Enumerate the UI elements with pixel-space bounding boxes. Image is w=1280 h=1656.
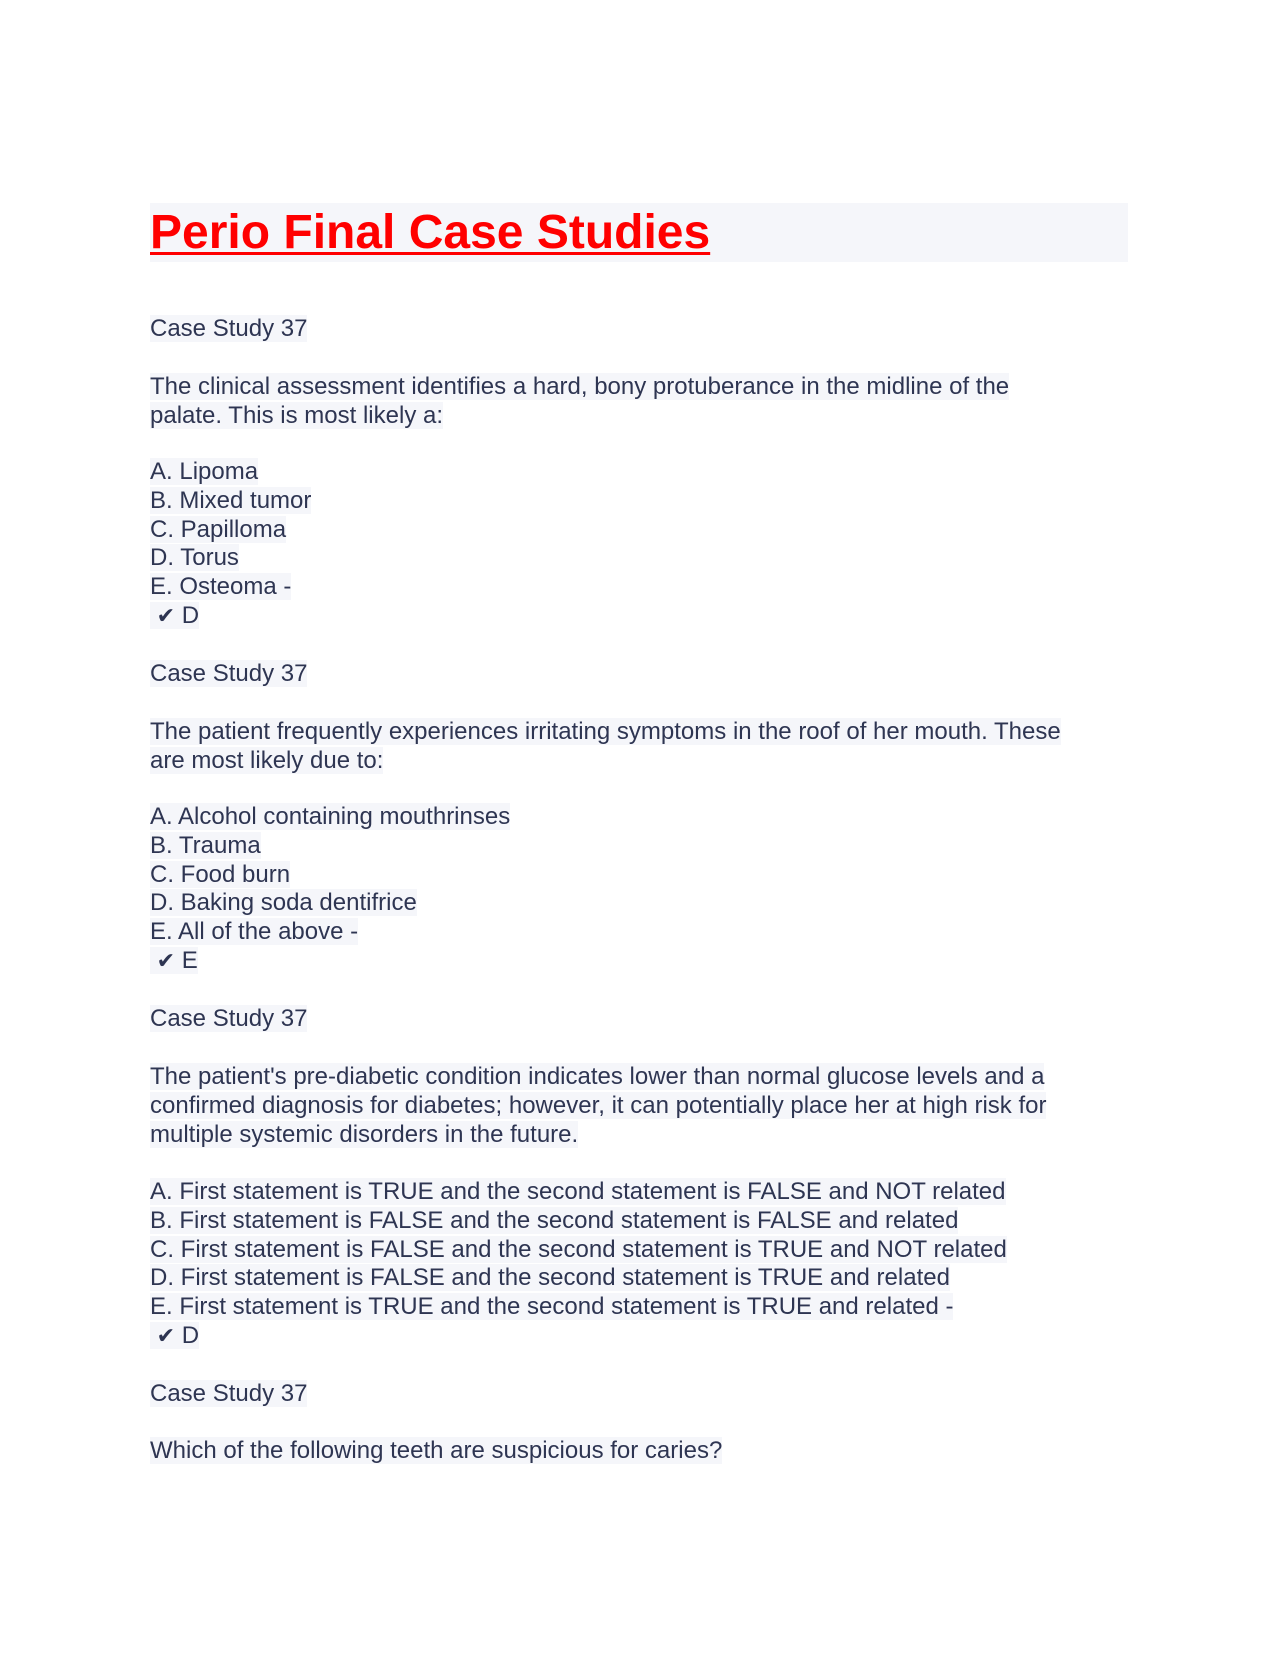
question-1-options: [150, 458, 311, 631]
title-bar: [150, 203, 1128, 262]
case-heading: Case Study 37: [150, 1005, 308, 1032]
option-c: C. First statement is FALSE and the second statement is TRUE and NOT related: [150, 1235, 1007, 1263]
answer: [150, 947, 198, 974]
option-c: C. Papilloma: [150, 515, 287, 543]
document-title: Perio Final Case Studies: [150, 206, 711, 259]
question-3-options: [150, 1178, 1007, 1351]
question-1-prompt: The clinical assessment identifies a hard, bony protuberance in the midline of the palate. This is most likely a:: [150, 373, 1010, 429]
document-page: [150, 203, 1128, 1464]
question-3-prompt: The patient's pre-diabetic condition indicates lower than normal glucose levels and a confirmed diagnosis for diabetes; however, it can potentially place her at high risk for multiple systemic disorders in the future.: [150, 1063, 1047, 1148]
option-e: E. First statement is TRUE and the second statement is TRUE and related -: [150, 1293, 954, 1321]
option-b: B. Trauma: [150, 831, 261, 859]
answer-letter: D: [181, 1321, 200, 1349]
checkmark-icon: ✔: [156, 1322, 176, 1348]
question-2: [150, 660, 307, 689]
question-3: [150, 1005, 307, 1034]
answer-letter: E: [181, 946, 198, 974]
option-e: E. All of the above -: [150, 918, 359, 946]
question-1: [150, 315, 307, 344]
checkmark-icon: ✔: [156, 947, 176, 973]
option-a: A. Alcohol containing mouthrinses: [150, 803, 511, 830]
case-heading: Case Study 37: [150, 660, 308, 687]
option-d: D. Baking soda dentifrice: [150, 889, 417, 917]
option-d: D. First statement is FALSE and the second statement is TRUE and related: [150, 1264, 950, 1292]
answer-letter: D: [181, 601, 200, 629]
option-c: C. Food burn: [150, 860, 291, 888]
case-heading: Case Study 37: [150, 315, 308, 342]
case-heading: Case Study 37: [150, 1380, 308, 1407]
option-a: A. Lipoma: [150, 458, 259, 485]
question-2-prompt: The patient frequently experiences irritating symptoms in the roof of her mouth. These are most likely due to:: [150, 718, 1061, 774]
question-4: [150, 1380, 307, 1409]
checkmark-icon: ✔: [156, 602, 176, 628]
answer: [150, 1322, 199, 1349]
option-b: B. Mixed tumor: [150, 486, 312, 514]
option-b: B. First statement is FALSE and the second statement is FALSE and related: [150, 1206, 959, 1234]
question-2-options: [150, 803, 510, 976]
question-4-prompt: Which of the following teeth are suspicious for caries?: [150, 1437, 723, 1464]
answer: [150, 602, 199, 629]
option-d: D. Torus: [150, 544, 239, 572]
option-e: E. Osteoma -: [150, 573, 292, 601]
option-a: A. First statement is TRUE and the second statement is FALSE and NOT related: [150, 1178, 1006, 1205]
